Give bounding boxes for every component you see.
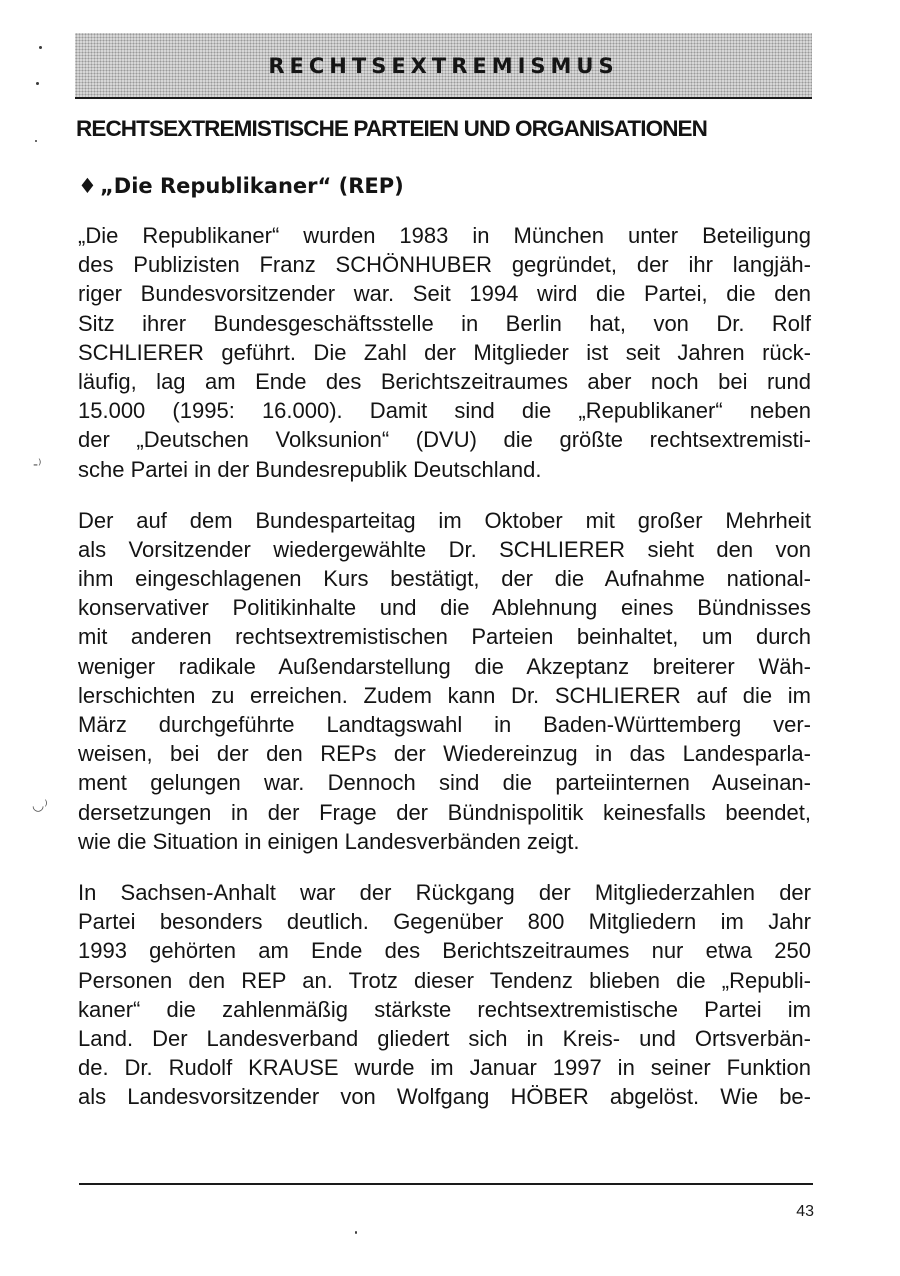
text-line: weisen, bei der den REPs der Wiedereinzug in das Landesparla- xyxy=(78,741,811,767)
margin-mark: -⁾ xyxy=(33,457,42,473)
section-label: RECHTSEXTREMISMUS xyxy=(268,54,619,78)
text-line: riger Bundesvorsitzender war. Seit 1994 wird die Partei, die den xyxy=(78,281,811,307)
text-line: Sitz ihrer Bundesgeschäftsstelle in Berlin hat, von Dr. Rolf xyxy=(78,310,811,336)
footer-divider xyxy=(79,1183,813,1185)
text-line: In Sachsen-Anhalt war der Rückgang der Mitgliederzahlen der xyxy=(78,879,811,905)
section-header-band xyxy=(75,33,812,99)
text-line: des Publizisten Franz SCHÖNHUBER gegründet, der ihr langjäh- xyxy=(78,252,811,278)
text-line: weniger radikale Außendarstellung die Akzeptanz breiterer Wäh- xyxy=(78,653,811,679)
text-line: de. Dr. Rudolf KRAUSE wurde im Januar 1997 in seiner Funktion xyxy=(78,1055,811,1081)
text-line: ment gelungen war. Dennoch sind die parteiinternen Auseinan- xyxy=(78,770,811,796)
text-line: lerschichten zu erreichen. Zudem kann Dr. SCHLIERER auf die im xyxy=(78,682,811,708)
text-line: ihm eingeschlagenen Kurs bestätigt, der die Aufnahme national- xyxy=(78,566,811,592)
text-line: läufig, lag am Ende des Berichtszeitraumes aber noch bei rund xyxy=(78,368,811,394)
text-line: der „Deutschen Volksunion“ (DVU) die größte rechtsextremisti- xyxy=(78,427,811,453)
text-line: Land. Der Landesverband gliedert sich in Kreis- und Ortsverbän- xyxy=(78,1025,811,1051)
body-text xyxy=(78,221,811,1133)
scan-speck xyxy=(39,46,42,49)
text-line: „Die Republikaner“ wurden 1983 in München unter Beteiligung xyxy=(78,223,811,248)
paragraph xyxy=(78,506,811,856)
diamond-bullet-icon: ♦ xyxy=(78,174,97,198)
scan-speck xyxy=(355,1231,357,1234)
text-line: als Landesvorsitzender von Wolfgang HÖBER abgelöst. Wie be- xyxy=(78,1084,811,1110)
text-line: SCHLIERER geführt. Die Zahl der Mitglieder ist seit Jahren rück- xyxy=(78,339,811,365)
text-line: wie die Situation in einigen Landesverbänden zeigt. xyxy=(78,828,580,854)
scan-speck xyxy=(35,140,37,142)
subheading xyxy=(78,174,404,198)
page-number: 43 xyxy=(796,1203,814,1220)
paragraph xyxy=(78,221,811,484)
text-line: Der auf dem Bundesparteitag im Oktober mit großer Mehrheit xyxy=(78,507,811,533)
main-heading: RECHTSEXTREMISTISCHE PARTEIEN UND ORGANISATIONEN xyxy=(76,116,708,141)
text-line: 1993 gehörten am Ende des Berichtszeitraumes nur etwa 250 xyxy=(78,938,811,964)
text-line: 15.000 (1995: 16.000). Damit sind die „Republikaner“ neben xyxy=(78,398,811,424)
text-line: März durchgeführte Landtagswahl in Baden-Württemberg ver- xyxy=(78,712,811,737)
margin-mark: ◡⁾ xyxy=(32,798,48,814)
text-line: sche Partei in der Bundesrepublik Deutschland. xyxy=(78,456,542,482)
scan-speck xyxy=(36,82,39,85)
text-line: kaner“ die zahlenmäßig stärkste rechtsextremistische Partei im xyxy=(78,996,811,1022)
text-line: dersetzungen in der Frage der Bündnispolitik keinesfalls beendet, xyxy=(78,799,811,825)
text-line: mit anderen rechtsextremistischen Parteien beinhaltet, um durch xyxy=(78,624,811,650)
subheading-text: „Die Republikaner“ (REP) xyxy=(100,174,404,198)
text-line: konservativer Politikinhalte und die Ablehnung eines Bündnisses xyxy=(78,595,811,621)
text-line: als Vorsitzender wiedergewählte Dr. SCHLIERER sieht den von xyxy=(78,536,811,562)
paragraph xyxy=(78,878,811,1112)
text-line: Partei besonders deutlich. Gegenüber 800 Mitgliedern im Jahr xyxy=(78,909,811,935)
text-line: Personen den REP an. Trotz dieser Tendenz blieben die „Republi- xyxy=(78,967,811,993)
